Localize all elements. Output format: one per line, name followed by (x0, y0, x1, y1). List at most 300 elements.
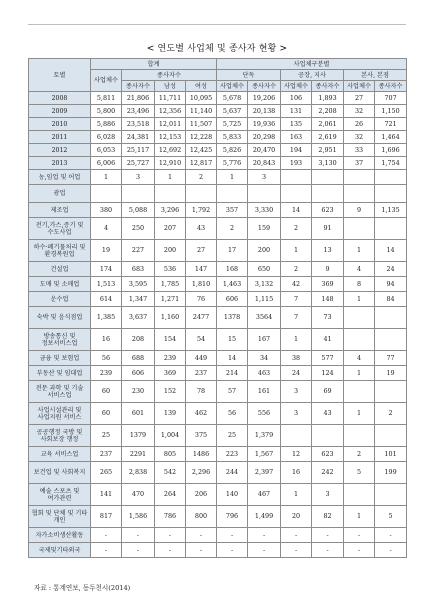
table-cell: 2477 (186, 307, 217, 329)
table-cell: 20,298 (248, 131, 281, 144)
table-cell: 76 (186, 292, 217, 307)
table-cell: 1,150 (375, 105, 407, 118)
table-cell: 2 (217, 218, 248, 240)
table-cell: 84 (375, 292, 407, 307)
table-cell: 623 (312, 447, 344, 462)
table-cell: 1 (155, 170, 186, 185)
table-cell: - (91, 543, 122, 558)
table-cell: 1 (344, 240, 375, 262)
table-cell (375, 185, 407, 203)
single-biz-header: 사업체수 (217, 81, 248, 92)
table-row (29, 543, 407, 558)
table-cell: 2,951 (312, 144, 344, 157)
table-cell: 3,637 (122, 307, 155, 329)
table-cell (217, 185, 248, 203)
row-label: 사업시설관리 및 사업지원 서비스 (29, 403, 91, 425)
table-cell: 56 (217, 403, 248, 425)
table-cell: 3,130 (312, 157, 344, 170)
table-cell: 265 (91, 462, 122, 484)
table-cell: 1 (281, 240, 312, 262)
table-cell: 7 (281, 307, 312, 329)
table-cell: 5,811 (91, 92, 122, 105)
table-cell: 239 (91, 366, 122, 381)
row-label: 운수업 (29, 292, 91, 307)
table-cell: 3 (312, 484, 344, 506)
table-cell: 5,800 (91, 105, 122, 118)
row-label: 자가소비생산활동 (29, 528, 91, 543)
table-cell: - (217, 528, 248, 543)
table-cell: 3564 (248, 307, 281, 329)
table-cell: 1,792 (186, 203, 217, 218)
table-cell: 707 (375, 92, 407, 105)
table-cell: - (281, 543, 312, 558)
table-cell: 20 (281, 506, 312, 528)
single-header: 단독 (217, 70, 281, 81)
female-header: 여성 (186, 81, 217, 92)
table-row (29, 131, 407, 144)
table-cell: 1 (281, 484, 312, 506)
row-label: 전기,가스,증기 및 수도사업 (29, 218, 91, 240)
table-cell: - (312, 543, 344, 558)
table-row (29, 277, 407, 292)
table-cell: 244 (217, 462, 248, 484)
table-cell: 20,138 (248, 105, 281, 118)
table-cell: - (248, 543, 281, 558)
table-cell: 2 (375, 403, 407, 425)
table-cell: 1,135 (375, 203, 407, 218)
table-cell: 14 (217, 351, 248, 366)
table-cell: 4 (344, 262, 375, 277)
row-label: 농,임업 및 어업 (29, 170, 91, 185)
table-cell: 148 (312, 292, 344, 307)
table-cell: 25 (217, 425, 248, 447)
table-cell: 3 (281, 381, 312, 403)
table-row (29, 144, 407, 157)
table-cell: 12,228 (186, 131, 217, 144)
table-cell: - (217, 543, 248, 558)
table-cell: 14 (281, 203, 312, 218)
table-cell: - (155, 528, 186, 543)
table-cell: 19 (91, 240, 122, 262)
table-cell: 2,296 (186, 462, 217, 484)
table-cell (312, 425, 344, 447)
table-cell: 193 (281, 157, 312, 170)
table-cell: 1,754 (375, 157, 407, 170)
table-cell: 6,006 (91, 157, 122, 170)
table-cell: 2 (186, 170, 217, 185)
table-cell: 357 (217, 203, 248, 218)
table-cell (344, 170, 375, 185)
table-cell: 206 (186, 484, 217, 506)
table-cell: 1,464 (375, 131, 407, 144)
table-cell: - (186, 528, 217, 543)
table-cell: 817 (91, 506, 122, 528)
table-cell: 57 (217, 381, 248, 403)
table-cell: 805 (155, 447, 186, 462)
table-cell: 2 (281, 262, 312, 277)
table-cell: 214 (217, 366, 248, 381)
table-cell: 12 (281, 447, 312, 462)
table-cell: 14 (375, 240, 407, 262)
table-cell (281, 425, 312, 447)
table-cell: 19,206 (248, 92, 281, 105)
table-cell (344, 484, 375, 506)
table-cell: 1,160 (155, 307, 186, 329)
row-label: 2009 (29, 105, 91, 118)
table-cell: 19,936 (248, 118, 281, 131)
table-body (29, 92, 407, 558)
table-cell: 800 (186, 506, 217, 528)
table-cell: 542 (155, 462, 186, 484)
table-cell: 159 (248, 218, 281, 240)
table-cell: 2291 (122, 447, 155, 462)
table-cell: 12,425 (186, 144, 217, 157)
table-cell: - (375, 528, 407, 543)
table-cell: 5 (375, 506, 407, 528)
table-cell: 19 (375, 366, 407, 381)
table-cell: 1,586 (122, 506, 155, 528)
table-cell (344, 185, 375, 203)
table-cell: 264 (155, 484, 186, 506)
table-cell: 131 (281, 105, 312, 118)
row-label: 협회 및 단체 및 기타 개인 (29, 506, 91, 528)
table-cell (281, 185, 312, 203)
factory-header: 공장, 지사 (281, 70, 344, 81)
table-cell: 1,115 (248, 292, 281, 307)
row-label: 국제및기타외국 (29, 543, 91, 558)
table-cell: 12,356 (155, 105, 186, 118)
row-label: 도매 및 소매업 (29, 277, 91, 292)
table-cell: 5,826 (217, 144, 248, 157)
table-cell: 16 (91, 329, 122, 351)
table-cell: 5,776 (217, 157, 248, 170)
table-cell: 601 (122, 403, 155, 425)
table-row (29, 425, 407, 447)
row-label: 2011 (29, 131, 91, 144)
table-cell: 2 (281, 218, 312, 240)
table-cell: 26 (344, 118, 375, 131)
table-cell: 12,692 (155, 144, 186, 157)
table-cell: 15 (217, 329, 248, 351)
table-cell: 5,678 (217, 92, 248, 105)
table-cell: 17 (217, 240, 248, 262)
table-cell: 163 (281, 131, 312, 144)
table-cell: 463 (248, 366, 281, 381)
table-cell: 1,893 (312, 92, 344, 105)
table-cell: 41 (312, 329, 344, 351)
table-cell: 199 (375, 462, 407, 484)
table-row (29, 185, 407, 203)
table-cell (122, 185, 155, 203)
table-cell: - (155, 543, 186, 558)
table-cell: 11,140 (186, 105, 217, 118)
table-cell (375, 218, 407, 240)
table-cell: 207 (155, 218, 186, 240)
table-cell: 9 (344, 203, 375, 218)
table-cell: 91 (312, 218, 344, 240)
table-cell: 614 (91, 292, 122, 307)
table-cell: 12,910 (155, 157, 186, 170)
table-cell: 4 (91, 218, 122, 240)
table-cell: 34 (248, 351, 281, 366)
table-cell: 250 (122, 218, 155, 240)
table-cell: 1,004 (155, 425, 186, 447)
table-cell: 1 (217, 170, 248, 185)
table-cell: 2,208 (312, 105, 344, 118)
row-label: 제조업 (29, 203, 91, 218)
table-cell: - (91, 528, 122, 543)
table-cell: 1,463 (217, 277, 248, 292)
table-cell (344, 218, 375, 240)
table-cell: 5,725 (217, 118, 248, 131)
table-row (29, 170, 407, 185)
table-cell: 12,817 (186, 157, 217, 170)
table-cell: 5 (344, 462, 375, 484)
table-cell (375, 381, 407, 403)
table-cell (344, 329, 375, 351)
table-cell: 11,711 (155, 92, 186, 105)
factory-biz-header: 사업체수 (281, 81, 312, 92)
table-cell: 5,088 (122, 203, 155, 218)
table-cell (344, 307, 375, 329)
business-stats-table (28, 58, 407, 558)
table-row (29, 351, 407, 366)
table-row (29, 307, 407, 329)
table-cell: 1,810 (186, 277, 217, 292)
table-cell: 1 (344, 506, 375, 528)
table-cell: 1 (344, 366, 375, 381)
table-cell: 24,381 (122, 131, 155, 144)
table-cell: - (312, 528, 344, 543)
table-cell: 796 (217, 506, 248, 528)
table-cell: 2 (344, 447, 375, 462)
table-cell: 37 (344, 157, 375, 170)
table-cell: 536 (155, 262, 186, 277)
row-label: 하수·폐기물처리 및 환경복원업 (29, 240, 91, 262)
table-cell: 369 (155, 366, 186, 381)
table-cell (375, 307, 407, 329)
table-cell (312, 185, 344, 203)
table-cell: 174 (91, 262, 122, 277)
table-row (29, 218, 407, 240)
table-cell: 606 (122, 366, 155, 381)
table-cell: 106 (281, 92, 312, 105)
table-cell: 1379 (122, 425, 155, 447)
table-cell: 1,696 (375, 144, 407, 157)
table-cell: 25,727 (122, 157, 155, 170)
table-row (29, 528, 407, 543)
table-cell: 556 (248, 403, 281, 425)
table-cell: 12,011 (155, 118, 186, 131)
table-cell: 13 (312, 240, 344, 262)
table-cell: 2,061 (312, 118, 344, 131)
table-row (29, 157, 407, 170)
table-cell: 606 (217, 292, 248, 307)
table-cell: 467 (248, 484, 281, 506)
table-cell: 1,347 (122, 292, 155, 307)
table-cell: 168 (217, 262, 248, 277)
table-cell: 1 (344, 292, 375, 307)
table-row (29, 240, 407, 262)
table-cell: 152 (155, 381, 186, 403)
table-cell: 24 (281, 366, 312, 381)
table-cell: 60 (91, 403, 122, 425)
table-row (29, 203, 407, 218)
table-cell: 21,806 (122, 92, 155, 105)
row-label: 예술 스포츠 및 여가관련 (29, 484, 91, 506)
emp-count-header: 종사자수 (122, 81, 155, 92)
table-cell: 161 (248, 381, 281, 403)
row-label: 숙박 및 음식점업 (29, 307, 91, 329)
row-label: 교육 서비스업 (29, 447, 91, 462)
table-cell: 139 (155, 403, 186, 425)
hq-biz-header: 사업체수 (344, 81, 375, 92)
table-row (29, 447, 407, 462)
table-cell (375, 425, 407, 447)
table-cell: 369 (312, 277, 344, 292)
table-cell: 227 (122, 240, 155, 262)
table-cell: 2,397 (248, 462, 281, 484)
row-label: 보건업 및 사회복지 (29, 462, 91, 484)
table-cell (375, 329, 407, 351)
table-cell: 1,499 (248, 506, 281, 528)
table-cell (375, 170, 407, 185)
table-cell: 375 (186, 425, 217, 447)
table-row (29, 292, 407, 307)
row-label: 금융 및 보험업 (29, 351, 91, 366)
table-cell: 3,595 (122, 277, 155, 292)
table-cell: 1 (281, 329, 312, 351)
table-cell: 54 (186, 329, 217, 351)
table-cell: 200 (155, 240, 186, 262)
table-cell: 1,513 (91, 277, 122, 292)
table-cell: 20,470 (248, 144, 281, 157)
page-title: < 연도별 사업체 및 종사자 현황 > (146, 44, 288, 54)
table-cell: 27 (186, 240, 217, 262)
table-cell: 82 (312, 506, 344, 528)
table-cell: 5,886 (91, 118, 122, 131)
table-cell: 4 (344, 351, 375, 366)
table-row (29, 403, 407, 425)
table-cell: 1,385 (91, 307, 122, 329)
table-cell (281, 170, 312, 185)
table-cell: 208 (122, 329, 155, 351)
table-cell: - (122, 543, 155, 558)
table-cell: - (248, 528, 281, 543)
table-cell: 33 (344, 144, 375, 157)
table-cell: 3,330 (248, 203, 281, 218)
hq-header: 본사, 본점 (344, 70, 407, 81)
table-cell: 1,271 (155, 292, 186, 307)
table-cell: 16 (281, 462, 312, 484)
table-cell: 167 (248, 329, 281, 351)
table-row (29, 366, 407, 381)
table-cell: 2,619 (312, 131, 344, 144)
table-cell: 94 (375, 277, 407, 292)
table-cell: 239 (155, 351, 186, 366)
stub-header: 토별 (29, 59, 91, 92)
table-cell: 140 (217, 484, 248, 506)
table-cell: 1 (344, 403, 375, 425)
table-cell: 3,296 (155, 203, 186, 218)
table-cell: 27 (344, 92, 375, 105)
table-cell: 42 (281, 277, 312, 292)
table-cell: 577 (312, 351, 344, 366)
male-header: 남성 (155, 81, 186, 92)
table-cell: 1378 (217, 307, 248, 329)
table-cell: - (344, 543, 375, 558)
factory-emp-header: 종사자수 (312, 81, 344, 92)
table-cell (186, 185, 217, 203)
table-cell: 1 (91, 170, 122, 185)
table-cell: 237 (186, 366, 217, 381)
single-emp-header: 종사자수 (248, 81, 281, 92)
table-row (29, 105, 407, 118)
table-row (29, 262, 407, 277)
table-cell (344, 381, 375, 403)
table-cell (248, 185, 281, 203)
source-note: 자료 : 통계연보, 동두천시(2014) (34, 584, 131, 592)
table-cell: 470 (122, 484, 155, 506)
table-cell: 73 (312, 307, 344, 329)
table-cell (312, 170, 344, 185)
table-cell: 1,785 (155, 277, 186, 292)
table-cell: 462 (186, 403, 217, 425)
table-cell: 8 (344, 277, 375, 292)
table-cell: 124 (312, 366, 344, 381)
table-cell: 237 (91, 447, 122, 462)
table-cell: 56 (91, 351, 122, 366)
table-cell: - (122, 528, 155, 543)
table-cell: 60 (91, 381, 122, 403)
detail-group-header: 사업체구분별 (217, 59, 407, 70)
table-cell: 3 (122, 170, 155, 185)
table-cell: - (344, 528, 375, 543)
table-row (29, 381, 407, 403)
total-emp-count-header: 종사자수 (122, 70, 217, 81)
total-group-header: 합계 (91, 59, 217, 70)
table-cell: 43 (186, 218, 217, 240)
table-cell: 135 (281, 118, 312, 131)
table-cell: 3 (281, 403, 312, 425)
table-cell: 786 (155, 506, 186, 528)
table-cell: 141 (91, 484, 122, 506)
table-cell: 154 (155, 329, 186, 351)
table-cell: 43 (312, 403, 344, 425)
table-cell (155, 185, 186, 203)
table-cell: 23,496 (122, 105, 155, 118)
table-cell: 3 (248, 170, 281, 185)
table-cell: 23,518 (122, 118, 155, 131)
row-label: 방송통신 및 정보서비스업 (29, 329, 91, 351)
hq-emp-header: 종사자수 (375, 81, 407, 92)
table-cell: 683 (122, 262, 155, 277)
table-cell (91, 185, 122, 203)
table-row (29, 118, 407, 131)
table-cell: 6,028 (91, 131, 122, 144)
table-cell: 688 (122, 351, 155, 366)
row-label: 공공행정 국방 및 사회보장 행정 (29, 425, 91, 447)
table-cell: 1486 (186, 447, 217, 462)
row-label: 부동산 및 임대업 (29, 366, 91, 381)
table-cell: 223 (217, 447, 248, 462)
table-cell (344, 425, 375, 447)
table-cell: 5,833 (217, 131, 248, 144)
table-row (29, 329, 407, 351)
row-label: 건설업 (29, 262, 91, 277)
row-label: 2013 (29, 157, 91, 170)
table-cell: 6,053 (91, 144, 122, 157)
